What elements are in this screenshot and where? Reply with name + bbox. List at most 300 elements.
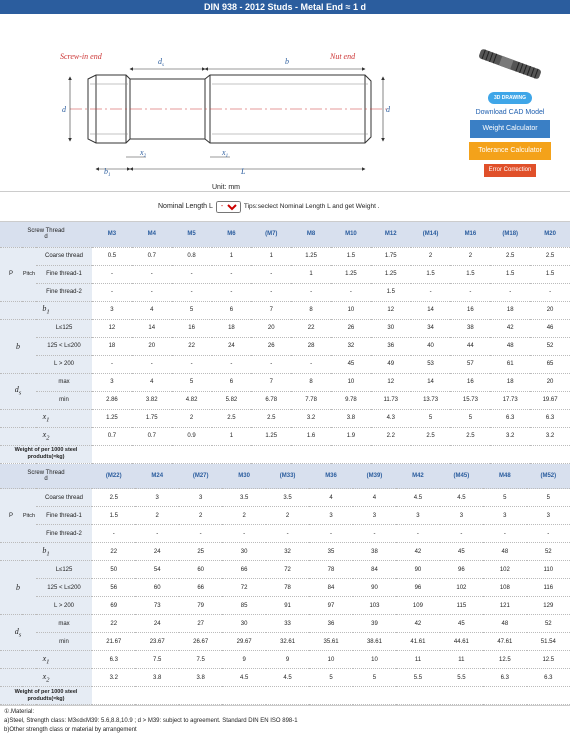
table-cell: 102 [483, 561, 526, 579]
table-cell: 36 [309, 615, 352, 633]
table-cell [179, 687, 222, 705]
row-label [36, 525, 92, 543]
table-cell: 1.5 [530, 265, 570, 283]
table-cell: 7.78 [291, 391, 331, 409]
table-cell: 4 [309, 489, 352, 507]
table-cell [132, 445, 172, 463]
row-label-text: Weight of per 1000 steel produdts(≈kg) [14, 688, 78, 702]
table-cell: 1.25 [92, 409, 132, 427]
table-cell: 5.82 [212, 391, 252, 409]
table-cell: 17.73 [490, 391, 530, 409]
stud-3d-thumbnail-icon [470, 44, 550, 84]
size-header-cell: M30 [222, 464, 265, 489]
table-cell: 129 [527, 597, 570, 615]
table-cell: - [483, 525, 526, 543]
row-label [0, 615, 36, 651]
b1-sub-label: 1 [108, 173, 111, 178]
table-cell: - [92, 355, 132, 373]
ds-label: d [158, 57, 162, 66]
row-label-text: L≤125 [55, 566, 73, 573]
table-cell: 5 [172, 373, 212, 391]
table-cell: 52 [530, 337, 570, 355]
3d-drawing-button[interactable]: 3D DRAWING [488, 92, 532, 104]
table-cell: 28 [291, 337, 331, 355]
table-cell: 72 [266, 561, 309, 579]
table-cell: 11 [396, 651, 439, 669]
table-cell: 3 [396, 507, 439, 525]
table-cell: 5 [172, 301, 212, 319]
table-cell: 69 [92, 597, 135, 615]
row-label-text: Pitch [22, 271, 36, 277]
table-cell: 1.25 [371, 265, 411, 283]
table-cell: 2.5 [411, 427, 451, 445]
row-label [0, 445, 92, 463]
table-cell: 26 [331, 319, 371, 337]
table-cell: 10 [331, 301, 371, 319]
table-cell: 6.3 [530, 409, 570, 427]
svg-text:x1 [221, 148, 228, 159]
table-cell [530, 445, 570, 463]
table-cell: 3 [92, 373, 132, 391]
unit-label: Unit: mm [212, 184, 240, 191]
table-cell: - [353, 525, 396, 543]
table-cell: 1.75 [371, 247, 411, 265]
table-row [0, 355, 570, 373]
table-cell: 12 [371, 373, 411, 391]
table-cell: 4.3 [371, 409, 411, 427]
table-cell: 20 [530, 373, 570, 391]
table-cell: 6.78 [251, 391, 291, 409]
table-cell: 12.5 [527, 651, 570, 669]
error-correction-button[interactable]: Error Correction [484, 164, 536, 177]
size-header-cell: (M18) [490, 222, 530, 247]
table-cell: 116 [527, 579, 570, 597]
table-cell: 66 [179, 579, 222, 597]
table-cell: - [291, 355, 331, 373]
row-label-subscript: 1 [46, 416, 50, 424]
table-cell: 60 [135, 579, 178, 597]
row-label-text: b [16, 583, 20, 592]
row-label-subscript: s [18, 389, 22, 397]
table-cell: 5.5 [396, 669, 439, 687]
x1-sub-label: 1 [225, 154, 229, 159]
row-label-text: x [42, 653, 47, 663]
x2-sub-label: 2 [143, 154, 147, 159]
screw-thread-label: Screw Thread [27, 228, 65, 235]
size-header-cell: (M22) [92, 464, 135, 489]
table-cell: 57 [450, 355, 490, 373]
row-label-text: b [42, 545, 47, 555]
table-cell: 3.8 [331, 409, 371, 427]
row-label [0, 687, 92, 705]
table-cell: 24 [212, 337, 252, 355]
table-row [0, 427, 570, 445]
table-header-row [0, 464, 570, 489]
row-label-subscript: 2 [46, 434, 50, 442]
row-label-subscript: 1 [46, 550, 50, 558]
table-cell: 33 [266, 615, 309, 633]
row-label [36, 337, 92, 355]
x2-label: x [140, 148, 144, 157]
table-cell: 3 [309, 507, 352, 525]
table-cell: - [172, 265, 212, 283]
row-label [36, 319, 92, 337]
table-cell: 1.5 [92, 507, 135, 525]
row-label-text: x [42, 430, 47, 440]
table-cell: 1.5 [331, 247, 371, 265]
table-cell: - [251, 283, 291, 301]
dimensions-table [0, 464, 570, 706]
svg-text:b1 [104, 167, 111, 178]
download-cad-link[interactable]: Download CAD Model [475, 109, 545, 116]
table-row [0, 391, 570, 409]
table-cell: 51.54 [527, 633, 570, 651]
table-cell [331, 445, 371, 463]
table-cell: 24 [135, 543, 178, 561]
table-cell: 3.5 [266, 489, 309, 507]
table-cell: 7.5 [135, 651, 178, 669]
table-cell: 79 [179, 597, 222, 615]
table-cell: - [309, 525, 352, 543]
table-cell: 1.75 [132, 409, 172, 427]
table-row [0, 337, 570, 355]
table-cell: 40 [411, 337, 451, 355]
row-label-text: Pitch [22, 512, 36, 519]
size-header-cell: M36 [309, 464, 352, 489]
table-cell: 0.7 [132, 247, 172, 265]
table-cell [353, 687, 396, 705]
table-cell: 16 [450, 373, 490, 391]
row-label [36, 489, 92, 507]
table-cell: 30 [371, 319, 411, 337]
table-cell: 121 [483, 597, 526, 615]
material-notes [0, 705, 570, 737]
table-cell: - [132, 283, 172, 301]
table-cell: 2 [222, 507, 265, 525]
table-cell [172, 445, 212, 463]
note-line: ①.Material: [4, 709, 35, 715]
table-cell: 10 [353, 651, 396, 669]
table-cell: 45 [331, 355, 371, 373]
d-label-right: d [386, 105, 390, 114]
table-cell: 2.5 [212, 409, 252, 427]
table-cell: 23.67 [135, 633, 178, 651]
table-cell: 4 [132, 301, 172, 319]
size-header-cell: M10 [331, 222, 371, 247]
size-header-cell: M42 [396, 464, 439, 489]
table-cell: - [251, 265, 291, 283]
table-cell: 2 [135, 507, 178, 525]
table-cell: 30 [222, 543, 265, 561]
table-cell: 110 [527, 561, 570, 579]
row-label [22, 489, 36, 543]
table-cell: 6.3 [490, 409, 530, 427]
row-label [36, 561, 92, 579]
row-label [0, 373, 36, 409]
table-cell: 3.2 [530, 427, 570, 445]
table-cell: 9 [222, 651, 265, 669]
size-header-cell: (M52) [527, 464, 570, 489]
d-label-left: d [62, 105, 66, 114]
screw-thread-header [0, 464, 92, 489]
row-label [36, 507, 92, 525]
table-cell: - [92, 283, 132, 301]
table-cell: 3 [353, 507, 396, 525]
size-header-cell: M24 [135, 464, 178, 489]
table-cell: 11 [440, 651, 483, 669]
table-cell: 3 [179, 489, 222, 507]
table-cell: 6.3 [92, 651, 135, 669]
table-cell: 2 [266, 507, 309, 525]
table-cell: 14 [132, 319, 172, 337]
table-cell: 1 [251, 247, 291, 265]
table-cell: 48 [490, 337, 530, 355]
l-label: L [241, 167, 246, 176]
table-cell: 2.5 [450, 427, 490, 445]
table-cell: 97 [309, 597, 352, 615]
row-label [36, 355, 92, 373]
size-header-cell: (M7) [251, 222, 291, 247]
row-label-text: min [59, 397, 69, 403]
table-cell: 3.8 [179, 669, 222, 687]
table-cell [396, 687, 439, 705]
table-cell: 1.25 [331, 265, 371, 283]
table-cell: 5 [411, 409, 451, 427]
table-cell: 38 [353, 543, 396, 561]
row-label-subscript: 2 [46, 676, 50, 684]
table-cell: 78 [309, 561, 352, 579]
table-cell: 2.86 [92, 391, 132, 409]
row-label [36, 265, 92, 283]
row-label [0, 427, 92, 445]
table-cell: 8 [291, 373, 331, 391]
table-cell: 2.5 [92, 489, 135, 507]
table-cell: 3.82 [132, 391, 172, 409]
size-header-cell: M48 [483, 464, 526, 489]
table-cell: 5 [527, 489, 570, 507]
table-cell: 0.9 [172, 427, 212, 445]
row-label-text: Coarse thread [45, 494, 84, 501]
table-cell: 4.5 [222, 669, 265, 687]
nominal-length-label: Nominal Length L [158, 203, 213, 210]
table-cell: 16 [450, 301, 490, 319]
size-header-cell: M12 [371, 222, 411, 247]
table-cell: 66 [222, 561, 265, 579]
table-cell: 84 [309, 579, 352, 597]
row-label [36, 373, 92, 391]
nut-end-label: Nut end [330, 52, 356, 61]
table-cell: - [291, 283, 331, 301]
table-cell: 2 [179, 507, 222, 525]
row-label [36, 633, 92, 651]
table-cell: 5.5 [440, 669, 483, 687]
table-cell: 61 [490, 355, 530, 373]
table-cell: - [92, 525, 135, 543]
table-cell [483, 687, 526, 705]
screw-in-end-label: Screw-in end [60, 52, 102, 61]
row-label-text: Fine thread-2 [46, 289, 82, 295]
table-cell: 16 [172, 319, 212, 337]
row-label-text: P [8, 271, 13, 277]
table-cell: 53 [411, 355, 451, 373]
table-cell: 1 [291, 265, 331, 283]
table-row [0, 507, 570, 525]
table-cell: 1.5 [411, 265, 451, 283]
dimensions-table [0, 222, 570, 464]
tolerance-calculator-button[interactable]: Tolerance Calculator [469, 142, 551, 160]
table-cell: 2 [450, 247, 490, 265]
table-cell: 11.73 [371, 391, 411, 409]
size-header-cell: M8 [291, 222, 331, 247]
row-label-text: Weight of per 1000 steel produdts(≈kg) [14, 447, 78, 460]
page-title: DIN 938 - 2012 Studs - Metal End ≈ 1 d [0, 0, 570, 14]
table-cell: 38 [450, 319, 490, 337]
table-cell: 10 [331, 373, 371, 391]
size-header-cell: M4 [132, 222, 172, 247]
row-label [0, 319, 36, 373]
table-row [0, 373, 570, 391]
nominal-length-select[interactable] [216, 201, 241, 213]
table-cell: 27 [179, 615, 222, 633]
table-cell: 6.3 [527, 669, 570, 687]
row-label-subscript: s [18, 631, 22, 639]
table-cell [212, 445, 252, 463]
screw-thread-d-label: d [44, 234, 48, 241]
table-row [0, 265, 570, 283]
row-label-text: x [42, 412, 47, 422]
table-cell: - [212, 355, 252, 373]
table-row [0, 301, 570, 319]
table-cell: 18 [212, 319, 252, 337]
table-row [0, 247, 570, 265]
table-cell: 9 [266, 651, 309, 669]
table-cell: - [450, 283, 490, 301]
table-cell: 3 [135, 489, 178, 507]
weight-calculator-button[interactable]: Weight Calculator [470, 120, 550, 138]
table-cell: 22 [92, 615, 135, 633]
table-cell: 26 [251, 337, 291, 355]
table-cell: 96 [396, 579, 439, 597]
table-cell: - [212, 283, 252, 301]
table-cell: 14 [411, 301, 451, 319]
size-header-cell: (M39) [353, 464, 396, 489]
table-cell: 25 [179, 543, 222, 561]
size-header-cell: M20 [530, 222, 570, 247]
table-cell: 38.61 [353, 633, 396, 651]
table-cell: 52 [527, 615, 570, 633]
table-cell: 1.9 [331, 427, 371, 445]
table-cell: 22 [172, 337, 212, 355]
row-label-text: b [16, 341, 20, 351]
table-cell [92, 445, 132, 463]
size-header-cell: (M45) [440, 464, 483, 489]
table-cell: 26.67 [179, 633, 222, 651]
table-row [0, 615, 570, 633]
row-label-text: max [58, 379, 70, 385]
table-cell: - [490, 283, 530, 301]
table-cell: 108 [483, 579, 526, 597]
table-row [0, 651, 570, 669]
row-label-text: Coarse thread [45, 253, 84, 259]
table-cell: 60 [179, 561, 222, 579]
table-cell: 18 [490, 373, 530, 391]
table-cell: 6.3 [483, 669, 526, 687]
table-cell: 29.67 [222, 633, 265, 651]
table-cell: 15.73 [450, 391, 490, 409]
table-cell: - [331, 283, 371, 301]
table-cell: - [251, 355, 291, 373]
x1-label: x [222, 148, 226, 157]
table-cell: 1.6 [291, 427, 331, 445]
table-cell: 3 [440, 507, 483, 525]
table-cell: 2 [411, 247, 451, 265]
table-cell: 84 [353, 561, 396, 579]
size-header-cell: (M27) [179, 464, 222, 489]
table-cell: 35 [309, 543, 352, 561]
b-label: b [285, 57, 289, 66]
table-cell: 85 [222, 597, 265, 615]
table-cell: 5 [450, 409, 490, 427]
table-cell [411, 445, 451, 463]
table-cell: 44 [450, 337, 490, 355]
table-cell: 3.2 [291, 409, 331, 427]
table-cell [527, 687, 570, 705]
screw-thread-label: Screw Thread [27, 469, 65, 476]
table-cell: 1.5 [490, 265, 530, 283]
nominal-length-bar [0, 192, 570, 222]
row-label [0, 301, 92, 319]
row-label [0, 669, 92, 687]
row-label [36, 615, 92, 633]
row-label [0, 651, 92, 669]
table-cell: 46 [530, 319, 570, 337]
row-label [36, 391, 92, 409]
table-cell: - [530, 283, 570, 301]
row-label [36, 579, 92, 597]
table-cell: 91 [266, 597, 309, 615]
table-cell: 18 [92, 337, 132, 355]
table-cell: 1 [212, 427, 252, 445]
svg-text:ds [158, 57, 164, 68]
ds-sub-label: s [162, 63, 164, 68]
table-cell: 2.2 [371, 427, 411, 445]
table-cell: 32 [331, 337, 371, 355]
table-cell: 4 [353, 489, 396, 507]
table-cell: 20 [530, 301, 570, 319]
table-cell: 2.5 [251, 409, 291, 427]
table-cell [309, 687, 352, 705]
table-cell: 45 [440, 543, 483, 561]
row-label [0, 543, 92, 561]
dimensions-tables [0, 222, 570, 705]
table-cell: 103 [353, 597, 396, 615]
row-label-text: L≤125 [55, 325, 73, 331]
row-label [0, 247, 22, 301]
table-cell: 22 [291, 319, 331, 337]
row-label-text: L > 200 [54, 361, 74, 367]
table-cell: 21.67 [92, 633, 135, 651]
table-cell: 2.5 [490, 247, 530, 265]
row-label-text: Fine thread-1 [46, 271, 82, 277]
row-label-text: x [42, 671, 47, 681]
table-cell: 3.8 [135, 669, 178, 687]
size-header-cell: (M14) [411, 222, 451, 247]
table-cell: - [266, 525, 309, 543]
table-cell: 3.2 [92, 669, 135, 687]
table-cell: 1.25 [291, 247, 331, 265]
row-label [0, 561, 36, 615]
table-cell: - [212, 265, 252, 283]
